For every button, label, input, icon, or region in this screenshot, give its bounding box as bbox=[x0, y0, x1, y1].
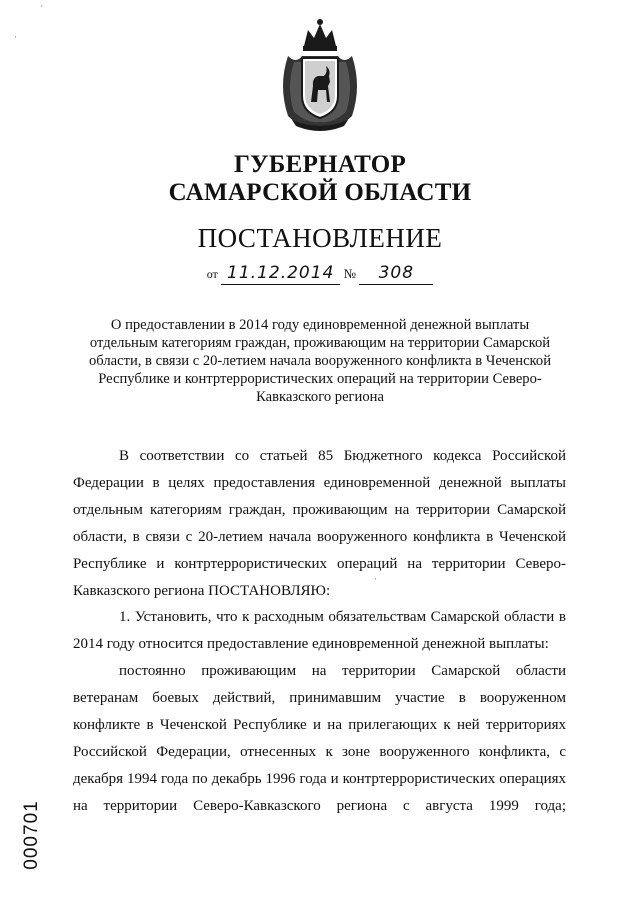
body-paragraph: постоянно проживающим на территории Самарской области ветеранам боевых действий, принимавшим участие в вооруженном конфликте в Чеченской Республике и на прилегающих к ней территориях Российской Федерации, отнесенных к зоне вооруженного конфликта, с декабря 1994 года по декабрь 1996 года и контртеррористических операциях на территории Северо-Кавказского региона с августа 1999 года; bbox=[73, 663, 566, 814]
document-type-title: ПОСТАНОВЛЕНИЕ bbox=[197, 223, 443, 253]
scan-speck: ˊ bbox=[40, 4, 43, 14]
date-number-line bbox=[0, 262, 640, 285]
scan-speck: · bbox=[374, 574, 377, 584]
document-body bbox=[73, 443, 566, 820]
scan-speck: · bbox=[14, 32, 17, 42]
document-heading-line1: ГУБЕРНАТОР bbox=[233, 151, 407, 178]
body-paragraph: 1. Установить, что к расходным обязательствам Самарской области в 2014 году относится предоставление единовременной денежной выплаты: bbox=[73, 609, 566, 653]
body-paragraph: В соответствии со статьей 85 Бюджетного кодекса Российской Федерации в целях предоставления единовременной денежной выплаты отдельным категориям граждан, проживающим на территории Самарской области, в связи с 20-летием начала вооруженного конфликта в Чеченской Республике и контртеррористических операций на территории Северо-Кавказского региона ПОСТАНОВЛЯЮ: bbox=[73, 448, 566, 599]
document-heading-line2: САМАРСКОЙ ОБЛАСТИ bbox=[168, 179, 472, 206]
number-prefix: № bbox=[343, 266, 357, 281]
document-subject: О предоставлении в 2014 году единовременной денежной выплаты отдельным категориям граждан, проживающим на территории Самарской области, в связи с 20-летием начала вооруженного конфликта в Чеченской Республике и контртеррористических операций на территории Северо-Кавказского региона bbox=[88, 317, 552, 405]
margin-stamp-number bbox=[18, 790, 46, 880]
samara-coat-of-arms-icon bbox=[274, 16, 366, 134]
handwritten-number: 308 bbox=[359, 262, 433, 285]
handwritten-date: 11.12.2014 bbox=[221, 262, 340, 285]
date-prefix: от bbox=[206, 267, 218, 281]
margin-stamp-text: 000701 bbox=[21, 800, 42, 870]
